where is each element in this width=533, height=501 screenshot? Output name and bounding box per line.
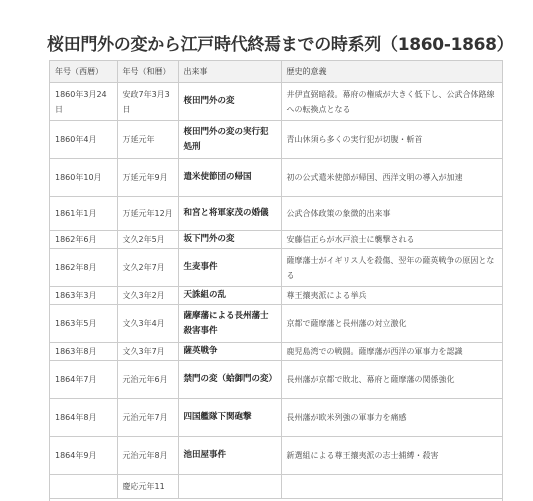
- cell-event: 禁門の変（蛤御門の変）: [178, 361, 281, 399]
- cell-year-japanese: 文久3年7月: [117, 343, 178, 361]
- cell-event: 桜田門外の変: [178, 83, 281, 121]
- table-row: [50, 343, 502, 361]
- cell-significance: 青山休須ら多くの実行犯が切腹・斬首: [281, 121, 502, 159]
- cell-year-japanese: 元治元年7月: [117, 399, 178, 437]
- cell-year-japanese: 文久2年5月: [117, 231, 178, 249]
- header-year-japanese: 年号（和暦）: [117, 61, 178, 83]
- cell-significance: [281, 475, 502, 499]
- timeline-table-container: [49, 60, 503, 501]
- cell-event: 薩英戦争: [178, 343, 281, 361]
- header-significance: 歴史的意義: [281, 61, 502, 83]
- cell-event: 生麦事件: [178, 249, 281, 287]
- cell-year-western: 1862年6月: [50, 231, 117, 249]
- cell-year-western: 1860年3月24日: [50, 83, 117, 121]
- cell-significance: 井伊直弼暗殺。幕府の権威が大きく低下し、公武合体路線への転換点となる: [281, 83, 502, 121]
- cell-year-japanese: 元治元年6月: [117, 361, 178, 399]
- cell-year-western: 1864年9月: [50, 437, 117, 475]
- cell-significance: 長州藩が欧米列強の軍事力を痛感: [281, 399, 502, 437]
- table-row: [50, 399, 502, 437]
- page-title: 桜田門外の変から江戸時代終焉までの時系列（1860-1868）: [47, 35, 514, 55]
- header-year-western: 年号（西暦）: [50, 61, 117, 83]
- cell-year-western: 1864年8月: [50, 399, 117, 437]
- cell-year-japanese: 万延元年12月: [117, 197, 178, 231]
- cell-year-japanese: 安政7年3月3日: [117, 83, 178, 121]
- cell-significance: 安藤信正らが水戸浪士に襲撃される: [281, 231, 502, 249]
- table-row: [50, 287, 502, 305]
- cell-year-japanese: 文久3年2月: [117, 287, 178, 305]
- cell-year-western: 1863年8月: [50, 343, 117, 361]
- cell-event: 桜田門外の変の実行犯処刑: [178, 121, 281, 159]
- cell-event: 天誅組の乱: [178, 287, 281, 305]
- cell-year-western: 1860年4月: [50, 121, 117, 159]
- cell-event: 遣米使節団の帰国: [178, 159, 281, 197]
- timeline-table: [50, 61, 502, 499]
- cell-event: 四国艦隊下関砲撃: [178, 399, 281, 437]
- cell-year-japanese: 文久3年4月: [117, 305, 178, 343]
- cell-event: [178, 475, 281, 499]
- table-row: [50, 475, 502, 499]
- cell-significance: 新選組による尊王攘夷派の志士捕縛・殺害: [281, 437, 502, 475]
- cell-year-western: 1862年8月: [50, 249, 117, 287]
- table-row: [50, 231, 502, 249]
- cell-year-western: 1860年10月: [50, 159, 117, 197]
- cell-year-japanese: 万延元年: [117, 121, 178, 159]
- cell-significance: 尊王攘夷派による挙兵: [281, 287, 502, 305]
- cell-year-japanese: 慶応元年11: [117, 475, 178, 499]
- cell-year-western: 1863年3月: [50, 287, 117, 305]
- table-row: [50, 361, 502, 399]
- cell-significance: 長州藩が京都で敗北、幕府と薩摩藩の関係強化: [281, 361, 502, 399]
- cell-significance: 公武合体政策の象徴的出来事: [281, 197, 502, 231]
- cell-event: 池田屋事件: [178, 437, 281, 475]
- cell-year-western: 1861年1月: [50, 197, 117, 231]
- cell-significance: 鹿児島湾での戦闘。薩摩藩が西洋の軍事力を認識: [281, 343, 502, 361]
- cell-year-japanese: 万延元年9月: [117, 159, 178, 197]
- table-body: [50, 83, 502, 499]
- cell-significance: 薩摩藩士がイギリス人を殺傷、翌年の薩英戦争の原因となる: [281, 249, 502, 287]
- cell-year-japanese: 元治元年8月: [117, 437, 178, 475]
- cell-significance: 京都で薩摩藩と長州藩の対立激化: [281, 305, 502, 343]
- cell-event: 薩摩藩による長州藩士殺害事件: [178, 305, 281, 343]
- cell-event: 坂下門外の変: [178, 231, 281, 249]
- table-header-row: [50, 61, 502, 83]
- table-row: [50, 159, 502, 197]
- table-row: [50, 121, 502, 159]
- table-row: [50, 83, 502, 121]
- cell-year-japanese: 文久2年7月: [117, 249, 178, 287]
- table-row: [50, 197, 502, 231]
- cell-event: 和宮と将軍家茂の婚儀: [178, 197, 281, 231]
- table-row: [50, 249, 502, 287]
- cell-significance: 初の公式遣米使節が帰国、西洋文明の導入が加速: [281, 159, 502, 197]
- header-event: 出来事: [178, 61, 281, 83]
- cell-year-western: [50, 475, 117, 499]
- cell-year-western: 1864年7月: [50, 361, 117, 399]
- cell-year-western: 1863年5月: [50, 305, 117, 343]
- table-row: [50, 305, 502, 343]
- table-row: [50, 437, 502, 475]
